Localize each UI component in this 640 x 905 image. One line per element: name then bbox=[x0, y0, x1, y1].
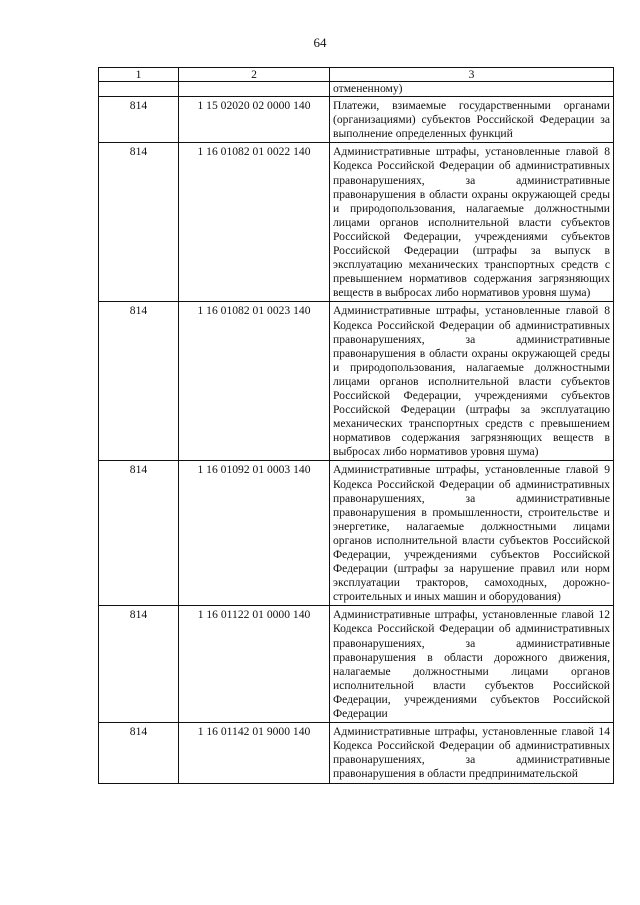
admin-code-cell: 814 bbox=[99, 302, 179, 461]
description-cell: Платежи, взимаемые государственными органами (организациями) субъектов Российской Федерации за выполнение определенных функций bbox=[330, 97, 614, 143]
budget-codes-table bbox=[98, 67, 614, 784]
column-header-2: 2 bbox=[179, 68, 330, 82]
table-header-row bbox=[99, 68, 614, 82]
budget-code-cell: 1 16 01082 01 0022 140 bbox=[179, 143, 330, 302]
table-row bbox=[99, 143, 614, 302]
description-cell: Административные штрафы, установленные главой 8 Кодекса Российской Федерации об административных правонарушениях, за административные правонарушения в области охраны окружающей среды и природопользования, налагаемые должностными лицами органов исполнительной власти субъектов Российской Федерации, учреждениями субъектов Российской Федерации (штрафы за выпуск в эксплуатацию механических транспортных средств с превышением нормативов содержания загрязняющих веществ в выбросах либо нормативов уровня шума) bbox=[330, 143, 614, 302]
admin-code-cell: 814 bbox=[99, 606, 179, 723]
table-row bbox=[99, 461, 614, 606]
continuation-cell-1 bbox=[99, 82, 179, 97]
description-cell: Административные штрафы, установленные главой 9 Кодекса Российской Федерации об административных правонарушениях, за административные правонарушения в промышленности, строительстве и энергетике, налагаемые должностными лицами органов исполнительной власти субъектов Российской Федерации, учреждениями субъектов Российской Федерации (штрафы за нарушение правил или норм эксплуатации тракторов, самоходных, дорожно-строительных и иных машин и оборудования) bbox=[330, 461, 614, 606]
column-header-3: 3 bbox=[330, 68, 614, 82]
table-row bbox=[99, 302, 614, 461]
admin-code-cell: 814 bbox=[99, 461, 179, 606]
description-cell: Административные штрафы, установленные главой 14 Кодекса Российской Федерации об административных правонарушениях, за административные правонарушения в области предпринимательской bbox=[330, 723, 614, 783]
budget-code-cell: 1 15 02020 02 0000 140 bbox=[179, 97, 330, 143]
description-cell: Административные штрафы, установленные главой 8 Кодекса Российской Федерации об административных правонарушениях, за административные правонарушения в области охраны окружающей среды и природопользования, налагаемые должностными лицами органов исполнительной власти субъектов Российской Федерации, учреждениями субъектов Российской Федерации (штрафы за эксплуатацию механических транспортных средств с превышением нормативов содержания загрязняющих веществ в выбросах либо нормативов уровня шума) bbox=[330, 302, 614, 461]
table-row bbox=[99, 723, 614, 783]
column-header-1: 1 bbox=[99, 68, 179, 82]
budget-code-cell: 1 16 01142 01 9000 140 bbox=[179, 723, 330, 783]
admin-code-cell: 814 bbox=[99, 143, 179, 302]
admin-code-cell: 814 bbox=[99, 723, 179, 783]
continuation-cell-2 bbox=[179, 82, 330, 97]
page-number: 64 bbox=[313, 35, 327, 50]
continuation-row bbox=[99, 82, 614, 97]
description-cell: Административные штрафы, установленные главой 12 Кодекса Российской Федерации об административных правонарушениях, за административные правонарушения в области дорожного движения, налагаемые должностными лицами органов исполнительной власти субъектов Российской Федерации, учреждениями субъектов Российской Федерации bbox=[330, 606, 614, 723]
table-row bbox=[99, 606, 614, 723]
admin-code-cell: 814 bbox=[99, 97, 179, 143]
budget-code-cell: 1 16 01082 01 0023 140 bbox=[179, 302, 330, 461]
budget-code-cell: 1 16 01122 01 0000 140 bbox=[179, 606, 330, 723]
continuation-text: отмененному) bbox=[330, 82, 614, 97]
budget-code-cell: 1 16 01092 01 0003 140 bbox=[179, 461, 330, 606]
table-row bbox=[99, 97, 614, 143]
